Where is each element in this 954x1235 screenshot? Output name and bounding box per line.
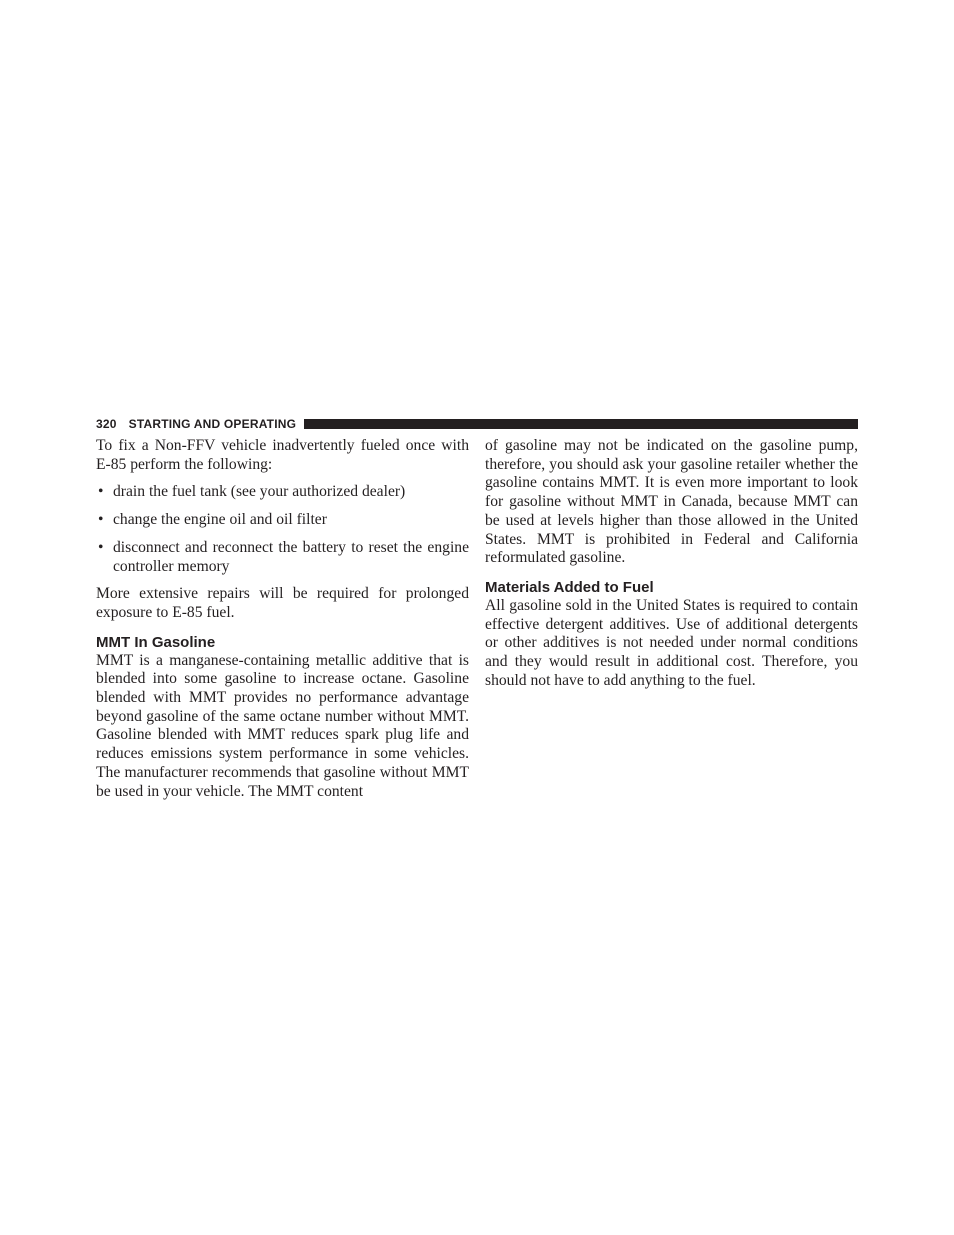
list-item [96,483,469,502]
right-column [485,437,858,690]
bullet-icon: • [98,511,104,529]
materials-paragraph: All gasoline sold in the United States is required to contain effective detergent additives. Use of additional detergents or other additives is not needed under normal conditions and they would result in additional cost. Therefore, you should not have to add anything to the fuel. [485,596,858,689]
header-rule [304,419,858,429]
list-item-text: drain the fuel tank (see your authorized dealer) [113,483,406,501]
bullet-icon: • [98,483,104,501]
bullet-icon: • [98,538,104,556]
repair-steps-list [96,483,469,576]
list-item [96,539,469,576]
left-column [96,437,469,801]
section-title: STARTING AND OPERATING [128,417,297,431]
page-header [96,417,858,431]
materials-heading: Materials Added to Fuel [485,578,654,596]
list-item [96,511,469,530]
list-item-text: change the engine oil and oil filter [113,511,327,529]
repairs-note-paragraph: More extensive repairs will be required for prolonged exposure to E-85 fuel. [96,585,469,621]
intro-paragraph: To fix a Non-FFV vehicle inadvertently fueled once with E-85 perform the following: [96,437,469,473]
mmt-paragraph: MMT is a manganese-containing metallic additive that is blended into some gasoline to increase octane. Gasoline blended with MMT provides no performance advantage beyond gasoline of the same octane number without MMT. Gasoline blended with MMT reduces spark plug life and reduces emissions system performance in some vehicles. The manufacturer recommends that gasoline without MMT be used in your vehicle. The MMT content [96,651,469,800]
mmt-continued-paragraph: of gasoline may not be indicated on the gasoline pump, therefore, you should ask your gasoline retailer whether the gasoline contains MMT. It is even more important to look for gasoline without MMT in Canada, because MMT can be used at levels higher than those allowed in the United States. MMT is prohibited in Federal and California reformulated gasoline. [485,437,858,567]
page-number: 320 [96,417,117,431]
mmt-heading: MMT In Gasoline [96,633,216,651]
list-item-text: disconnect and reconnect the battery to reset the engine controller memory [113,538,469,575]
